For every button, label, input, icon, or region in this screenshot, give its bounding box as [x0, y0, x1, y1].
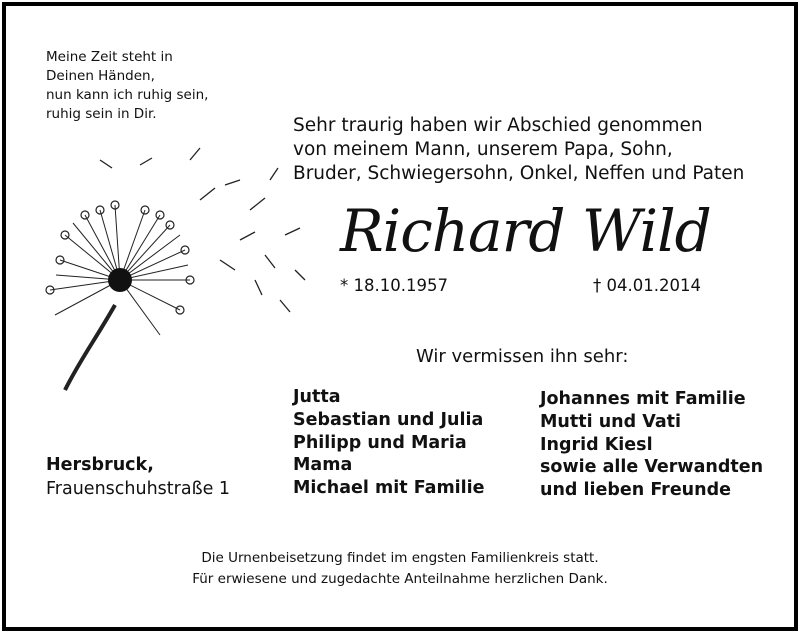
intro-line: von meinem Mann, unserem Papa, Sohn, [293, 139, 673, 160]
mourner-name: und lieben Freunde [540, 480, 731, 501]
poem-verse [46, 48, 208, 124]
address-city: Hersbruck, [46, 455, 154, 475]
footer-notice [0, 548, 800, 590]
mourners-list-right [540, 388, 763, 502]
birth-date: * 18.10.1957 [340, 276, 448, 295]
mourners-heading: Wir vermissen ihn sehr: [416, 346, 629, 367]
poem-line: nun kann ich ruhig sein, [46, 87, 209, 103]
mourners-list-left [293, 386, 485, 500]
mourner-name: Ingrid Kiesl [540, 434, 653, 455]
intro-line: Sehr traurig haben wir Abschied genommen [293, 115, 703, 136]
footer-line: Die Urnenbeisetzung findet im engsten Familienkreis statt. [201, 550, 599, 566]
mourner-name: Johannes mit Familie [540, 389, 746, 409]
deceased-name: Richard Wild [340, 197, 711, 265]
mourner-name: Mama [293, 455, 353, 476]
poem-line: ruhig sein in Dir. [46, 106, 157, 122]
death-date: † 04.01.2014 [593, 276, 701, 295]
mourner-name: Sebastian und Julia [293, 409, 484, 430]
dandelion-icon [40, 140, 310, 410]
announcement-intro [293, 114, 744, 186]
mourner-name: Jutta [293, 387, 341, 407]
mourner-name: sowie alle Verwandten [540, 457, 764, 478]
mourner-name: Philipp und Maria [293, 432, 467, 453]
address-street: Frauenschuhstraße 1 [46, 479, 231, 499]
footer-line: Für erwiesene und zugedachte Anteilnahme herzlichen Dank. [192, 571, 608, 587]
mourner-name: Mutti und Vati [540, 411, 681, 432]
poem-line: Meine Zeit steht in [46, 49, 173, 65]
family-address [46, 453, 230, 501]
poem-line: Deinen Händen, [46, 68, 155, 84]
intro-line: Bruder, Schwiegersohn, Onkel, Neffen und Paten [293, 163, 745, 184]
mourner-name: Michael mit Familie [293, 478, 485, 499]
